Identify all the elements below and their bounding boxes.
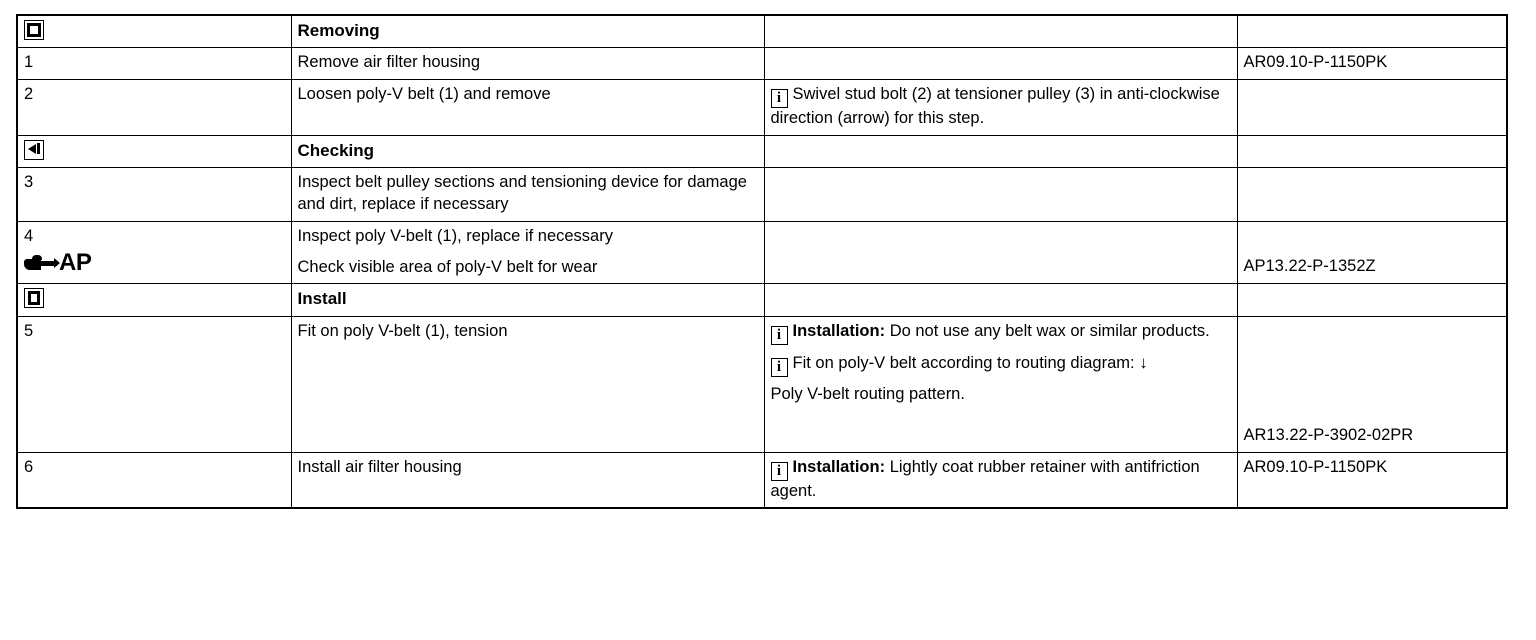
- arrow-down-icon: ↓: [1139, 352, 1148, 372]
- procedure-table: [16, 14, 1508, 509]
- step-note: [764, 452, 1237, 508]
- step-reference[interactable]: AP13.22-P-1352Z: [1243, 256, 1376, 275]
- step-reference[interactable]: AR13.22-P-3902-02PR: [1243, 425, 1414, 444]
- table-row: [17, 284, 1507, 316]
- section-icon-cell: [17, 15, 291, 48]
- step-number-cell: [17, 221, 291, 284]
- info-i-icon: i: [771, 358, 788, 377]
- step-reference: [1237, 80, 1507, 136]
- section-note: [764, 135, 1237, 167]
- section-ref: [1237, 135, 1507, 167]
- step-note: [764, 221, 1237, 284]
- section-title: Install: [291, 284, 764, 316]
- section-icon-cell: [17, 284, 291, 316]
- table-row: [17, 452, 1507, 508]
- checking-arrow-icon: [24, 140, 44, 160]
- info-i-icon: i: [771, 462, 788, 481]
- step-note: [764, 316, 1237, 452]
- table-row: [17, 221, 1507, 284]
- section-icon-cell: [17, 135, 291, 167]
- step-reference[interactable]: AR09.10-P-1150PK: [1237, 452, 1507, 508]
- note-text: Do not use any belt wax or similar products.: [889, 321, 1210, 340]
- table-row: [17, 316, 1507, 452]
- section-title: Checking: [291, 135, 764, 167]
- step-reference[interactable]: AR09.10-P-1150PK: [1237, 48, 1507, 80]
- step-description: Install air filter housing: [291, 452, 764, 508]
- note-text: Fit on poly-V belt according to routing diagram:: [792, 353, 1135, 372]
- section-note: [764, 284, 1237, 316]
- install-corners-icon: [24, 288, 44, 308]
- step-number: 2: [17, 80, 291, 136]
- hand-pointer-icon: [24, 255, 58, 273]
- step-description: Loosen poly-V belt (1) and remove: [291, 80, 764, 136]
- step-description: Fit on poly V-belt (1), tension: [291, 316, 764, 452]
- step-note: [764, 48, 1237, 80]
- step-description-line-1: Inspect poly V-belt (1), replace if necessary: [297, 226, 613, 245]
- ap-label: AP: [59, 248, 92, 276]
- note-text: Swivel stud bolt (2) at tensioner pulley (3) in anti-clockwise direction (arrow) for this step.: [770, 85, 1220, 128]
- section-note: [764, 15, 1237, 48]
- table-row: [17, 48, 1507, 80]
- table-row: [17, 15, 1507, 48]
- section-ref: [1237, 15, 1507, 48]
- step-reference-cell: [1237, 316, 1507, 452]
- table-row: [17, 80, 1507, 136]
- note-text: Poly V-belt routing pattern.: [770, 384, 965, 403]
- ap-badge: [24, 250, 285, 275]
- step-reference-cell: [1237, 221, 1507, 284]
- remove-corners-icon: [24, 20, 44, 40]
- step-number: 4: [24, 226, 34, 245]
- section-ref: [1237, 284, 1507, 316]
- note-text: Lightly coat rubber retainer with antifriction agent.: [770, 457, 1200, 500]
- step-number: 5: [17, 316, 291, 452]
- step-description: Remove air filter housing: [291, 48, 764, 80]
- step-note: [764, 80, 1237, 136]
- step-description-line-2: Check visible area of poly-V belt for wear: [297, 257, 598, 276]
- step-number: 1: [17, 48, 291, 80]
- step-note: [764, 168, 1237, 222]
- info-i-icon: i: [771, 89, 788, 108]
- step-number: 6: [17, 452, 291, 508]
- step-description: Inspect belt pulley sections and tensioning device for damage and dirt, replace if necessary: [291, 168, 764, 222]
- step-description: [291, 221, 764, 284]
- info-i-icon: i: [771, 326, 788, 345]
- step-reference: [1237, 168, 1507, 222]
- table-row: [17, 135, 1507, 167]
- note-label: Installation:: [792, 457, 886, 476]
- table-row: [17, 168, 1507, 222]
- step-number: 3: [17, 168, 291, 222]
- section-title: Removing: [291, 15, 764, 48]
- note-label: Installation:: [792, 321, 886, 340]
